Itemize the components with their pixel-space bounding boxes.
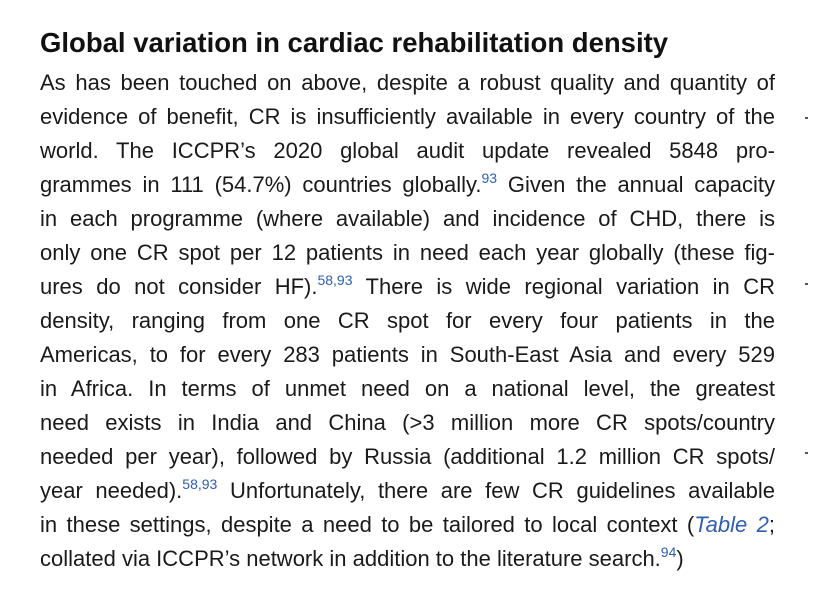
text-fragment: There is wide regional variation in CR xyxy=(352,274,775,299)
text-line xyxy=(40,168,775,202)
text-fragment: Unfortunately, there are few CR guidelines available xyxy=(217,478,776,503)
text-line: As has been touched on above, despite a robust quality and quantity of xyxy=(40,70,775,95)
margin-mark xyxy=(805,283,808,285)
text-line: evidence of benefit, CR is insufficiently available in every country of the xyxy=(40,104,775,129)
table-link[interactable]: Table 2 xyxy=(694,512,769,537)
text-fragment: year needed). xyxy=(40,478,183,503)
citation-link[interactable]: 58,93 xyxy=(182,476,218,492)
text-fragment: grammes in 111 (54.7%) countries globally. xyxy=(40,172,482,197)
text-fragment: Given the annual capacity xyxy=(497,172,775,197)
margin-mark xyxy=(805,117,808,119)
text-line: only one CR spot per 12 patients in need each year globally (these fig- xyxy=(40,240,775,265)
section-heading: Global variation in cardiac rehabilitation density xyxy=(40,27,669,58)
text-line: needed per year), followed by Russia (additional 1.2 million CR spots/ xyxy=(40,444,775,469)
text-fragment: collated via ICCPR’s network in addition to the literature search. xyxy=(40,546,661,571)
text-line xyxy=(40,508,775,542)
text-line: world. The ICCPR’s 2020 global audit update revealed 5848 pro- xyxy=(40,138,775,163)
body-paragraph xyxy=(40,66,775,576)
citation-link[interactable]: 94 xyxy=(660,544,677,560)
text-fragment: ures do not consider HF). xyxy=(40,274,318,299)
text-line: in each programme (where available) and incidence of CHD, there is xyxy=(40,206,775,231)
citation-link[interactable]: 93 xyxy=(481,170,498,186)
text-line: Americas, to for every 283 patients in South-East Asia and every 529 xyxy=(40,342,775,367)
text-line xyxy=(40,270,775,304)
text-line xyxy=(40,542,775,576)
text-line: need exists in India and China (>3 million more CR spots/country xyxy=(40,410,775,435)
text-fragment: ; xyxy=(768,512,775,537)
text-line: in Africa. In terms of unmet need on a national level, the greatest xyxy=(40,376,775,401)
text-fragment: in these settings, despite a need to be tailored to local context ( xyxy=(40,512,695,537)
margin-mark xyxy=(805,452,808,454)
citation-link[interactable]: 58,93 xyxy=(317,272,353,288)
text-fragment: ) xyxy=(676,546,684,571)
text-line xyxy=(40,474,775,508)
text-line: density, ranging from one CR spot for every four patients in the xyxy=(40,308,775,333)
